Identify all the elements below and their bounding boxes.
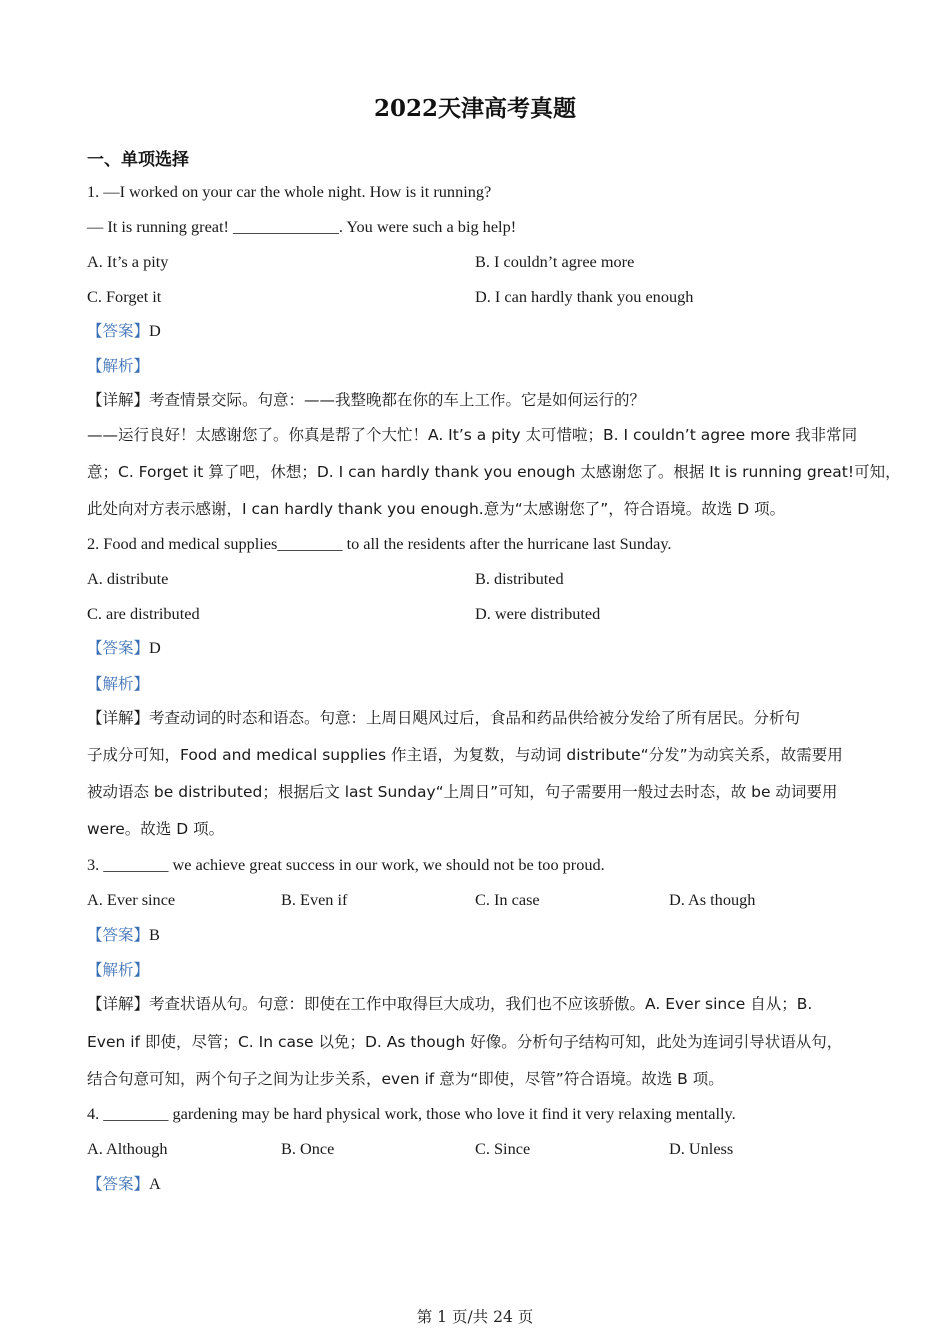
q1-stem-line1: 1. —I worked on your car the whole night. How is it running?	[87, 182, 492, 201]
q2-option-b: B. distributed	[475, 569, 564, 588]
detail-label: 【详解】	[87, 709, 150, 727]
q1-detail-line1	[87, 390, 645, 410]
q1-detail-line4: 此处向对方表示感谢，I can hardly thank you enough.意为“太感谢您了”，符合语境。故选 D 项。	[87, 500, 786, 518]
q4-answer	[87, 1174, 161, 1194]
page-title: 2022天津高考真题	[373, 95, 576, 122]
q2-answer	[87, 638, 161, 658]
answer-label: 【答案】	[87, 322, 150, 340]
q1-detail-line3: 意；C. Forget it 算了吧，休想；D. I can hardly thank you enough 太感谢您了。根据 It is running great!可知，	[87, 463, 901, 481]
q4-stem: 4. ________ gardening may be hard physical work, those who love it find it very relaxing mentally.	[87, 1104, 736, 1123]
q1-option-b: B. I couldn’t agree more	[475, 252, 635, 271]
q3-answer	[87, 925, 160, 945]
q3-stem: 3. ________ we achieve great success in our work, we should not be too proud.	[87, 855, 605, 874]
q1-answer-value: D	[149, 321, 161, 340]
q3-option-a: A. Ever since	[87, 890, 176, 909]
q2-analysis	[87, 674, 149, 694]
q1-option-d: D. I can hardly thank you enough	[475, 287, 694, 306]
q3-detail-text1: 考查状语从句。句意：即使在工作中取得巨大成功，我们也不应该骄傲。A. Ever since 自从；B.	[149, 995, 813, 1013]
answer-label: 【答案】	[87, 639, 150, 657]
q1-stem-line2: — It is running great! _____________. You were such a big help!	[87, 217, 517, 236]
q2-option-c: C. are distributed	[87, 604, 200, 623]
section-heading: 一、单项选择	[87, 150, 189, 170]
q2-detail-line3: 被动语态 be distributed；根据后文 last Sunday“上周日”可知，句子需要用一般过去时态，故 be 动词要用	[87, 783, 838, 801]
q3-analysis	[87, 960, 149, 980]
q2-option-a: A. distribute	[87, 569, 169, 588]
q2-detail-line4: were。故选 D 项。	[87, 820, 225, 838]
q2-detail-line1	[87, 708, 800, 728]
q4-option-d: D. Unless	[669, 1139, 734, 1158]
analysis-label: 【解析】	[87, 961, 150, 979]
q4-option-a: A. Although	[87, 1139, 168, 1158]
q2-detail-text1: 考查动词的时态和语态。句意：上周日飓风过后，食品和药品供给被分发给了所有居民。分析句	[149, 709, 801, 727]
page-footer: 第 1 页/共 24 页	[416, 1308, 534, 1326]
q3-detail-line1	[87, 994, 812, 1014]
q3-answer-value: B	[149, 925, 160, 944]
q3-option-d: D. As though	[669, 890, 756, 909]
detail-label: 【详解】	[87, 995, 150, 1013]
q1-detail-line2: ——运行良好！太感谢您了。你真是帮了个大忙！A. It’s a pity 太可惜啦；B. I couldn’t agree more 我非常同	[87, 426, 858, 444]
q4-answer-value: A	[149, 1174, 161, 1193]
q4-option-c: C. Since	[475, 1139, 531, 1158]
analysis-label: 【解析】	[87, 675, 150, 693]
q1-analysis	[87, 356, 149, 376]
q1-option-a: A. It’s a pity	[87, 252, 169, 271]
q3-detail-line3: 结合句意可知，两个句子之间为让步关系，even if 意为“即使，尽管”符合语境。故选 B 项。	[87, 1070, 724, 1088]
q2-detail-line2: 子成分可知，Food and medical supplies 作主语，为复数，与动词 distribute“分发”为动宾关系，故需要用	[87, 746, 843, 764]
analysis-label: 【解析】	[87, 357, 150, 375]
q1-option-c: C. Forget it	[87, 287, 162, 306]
q3-option-b: B. Even if	[281, 890, 348, 909]
q2-stem: 2. Food and medical supplies________ to all the residents after the hurricane last Sunday.	[87, 534, 672, 553]
q3-option-c: C. In case	[475, 890, 540, 909]
q3-detail-line2: Even if 即使，尽管；C. In case 以免；D. As though 好像。分析句子结构可知，此处为连词引导状语从句，	[87, 1033, 843, 1051]
q1-detail-text1: 考查情景交际。句意：——我整晚都在你的车上工作。它是如何运行的？	[149, 391, 646, 409]
detail-label: 【详解】	[87, 391, 150, 409]
q4-option-b: B. Once	[281, 1139, 335, 1158]
answer-label: 【答案】	[87, 1175, 150, 1193]
answer-label: 【答案】	[87, 926, 150, 944]
q1-answer	[87, 321, 161, 341]
q2-answer-value: D	[149, 638, 161, 657]
q2-option-d: D. were distributed	[475, 604, 601, 623]
